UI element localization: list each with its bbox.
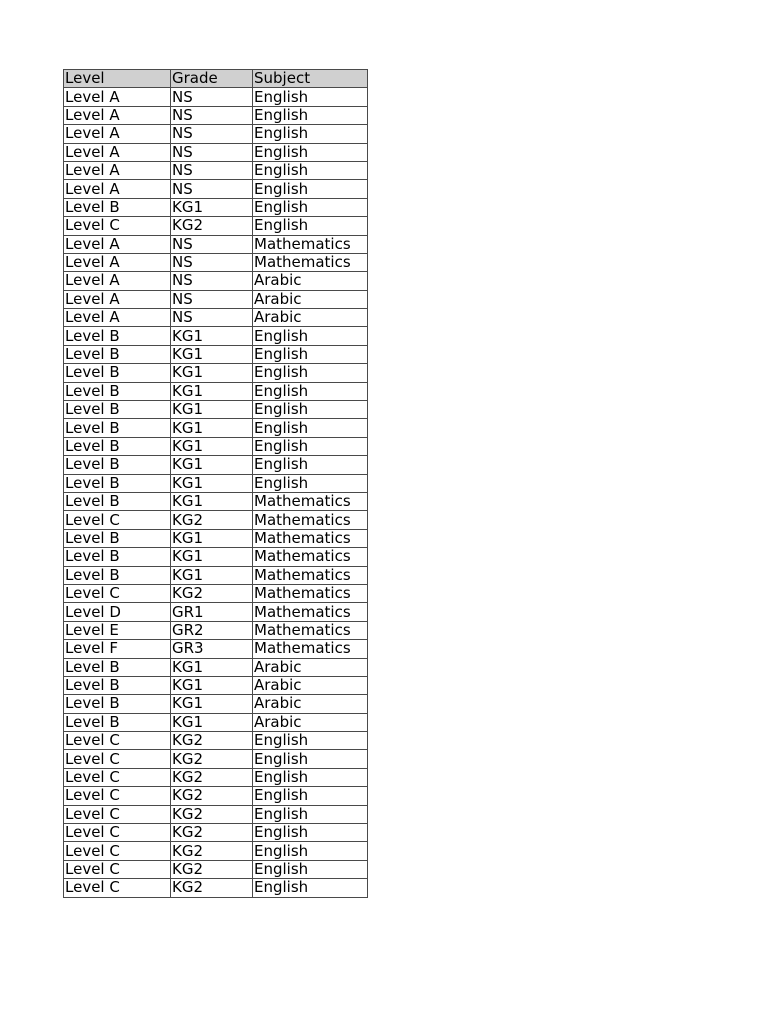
cell-subject: Mathematics bbox=[253, 235, 368, 253]
cell-grade: KG1 bbox=[171, 364, 253, 382]
cell-level: Level A bbox=[64, 309, 171, 327]
cell-subject: English bbox=[253, 879, 368, 897]
cell-level: Level C bbox=[64, 511, 171, 529]
cell-level: Level B bbox=[64, 676, 171, 694]
table-row bbox=[64, 860, 368, 878]
table-row bbox=[64, 474, 368, 492]
cell-level: Level B bbox=[64, 401, 171, 419]
cell-grade: KG2 bbox=[171, 750, 253, 768]
table-row bbox=[64, 180, 368, 198]
table-row bbox=[64, 879, 368, 897]
table-row bbox=[64, 217, 368, 235]
table-body bbox=[64, 88, 368, 897]
cell-grade: GR2 bbox=[171, 621, 253, 639]
table-row bbox=[64, 787, 368, 805]
cell-subject: Mathematics bbox=[253, 566, 368, 584]
cell-subject: Mathematics bbox=[253, 621, 368, 639]
cell-grade: KG2 bbox=[171, 879, 253, 897]
cell-grade: KG1 bbox=[171, 345, 253, 363]
cell-level: Level C bbox=[64, 879, 171, 897]
cell-subject: Arabic bbox=[253, 695, 368, 713]
table-row bbox=[64, 732, 368, 750]
cell-grade: KG1 bbox=[171, 401, 253, 419]
data-table bbox=[63, 69, 368, 898]
cell-grade: NS bbox=[171, 235, 253, 253]
cell-level: Level C bbox=[64, 584, 171, 602]
cell-subject: English bbox=[253, 732, 368, 750]
cell-subject: English bbox=[253, 217, 368, 235]
table-row bbox=[64, 842, 368, 860]
cell-subject: Mathematics bbox=[253, 529, 368, 547]
cell-subject: English bbox=[253, 860, 368, 878]
cell-subject: English bbox=[253, 382, 368, 400]
cell-grade: KG1 bbox=[171, 419, 253, 437]
cell-level: Level C bbox=[64, 750, 171, 768]
table-row bbox=[64, 511, 368, 529]
cell-grade: NS bbox=[171, 88, 253, 106]
cell-grade: KG1 bbox=[171, 658, 253, 676]
cell-subject: Arabic bbox=[253, 676, 368, 694]
cell-subject: English bbox=[253, 805, 368, 823]
cell-subject: English bbox=[253, 842, 368, 860]
cell-level: Level B bbox=[64, 345, 171, 363]
cell-grade: KG1 bbox=[171, 456, 253, 474]
cell-grade: KG1 bbox=[171, 492, 253, 510]
cell-grade: KG1 bbox=[171, 713, 253, 731]
cell-grade: KG1 bbox=[171, 695, 253, 713]
cell-level: Level B bbox=[64, 382, 171, 400]
table-row bbox=[64, 419, 368, 437]
cell-subject: Arabic bbox=[253, 272, 368, 290]
cell-grade: KG2 bbox=[171, 732, 253, 750]
table-row bbox=[64, 345, 368, 363]
table-row bbox=[64, 750, 368, 768]
table-row bbox=[64, 658, 368, 676]
cell-grade: GR1 bbox=[171, 603, 253, 621]
cell-subject: English bbox=[253, 125, 368, 143]
cell-level: Level C bbox=[64, 768, 171, 786]
cell-level: Level A bbox=[64, 272, 171, 290]
cell-grade: KG1 bbox=[171, 474, 253, 492]
cell-level: Level B bbox=[64, 198, 171, 216]
cell-subject: English bbox=[253, 750, 368, 768]
table-row bbox=[64, 125, 368, 143]
header-row bbox=[64, 70, 368, 88]
cell-subject: English bbox=[253, 787, 368, 805]
cell-grade: KG2 bbox=[171, 768, 253, 786]
table-row bbox=[64, 309, 368, 327]
cell-subject: Mathematics bbox=[253, 548, 368, 566]
cell-subject: English bbox=[253, 161, 368, 179]
cell-grade: KG1 bbox=[171, 382, 253, 400]
cell-grade: NS bbox=[171, 290, 253, 308]
table-row bbox=[64, 529, 368, 547]
cell-subject: English bbox=[253, 198, 368, 216]
table-row bbox=[64, 566, 368, 584]
cell-grade: NS bbox=[171, 125, 253, 143]
cell-grade: KG2 bbox=[171, 842, 253, 860]
cell-subject: Arabic bbox=[253, 658, 368, 676]
table-row bbox=[64, 713, 368, 731]
cell-level: Level A bbox=[64, 106, 171, 124]
cell-level: Level B bbox=[64, 529, 171, 547]
table-row bbox=[64, 235, 368, 253]
cell-subject: English bbox=[253, 401, 368, 419]
cell-subject: English bbox=[253, 106, 368, 124]
table-row bbox=[64, 492, 368, 510]
cell-level: Level A bbox=[64, 161, 171, 179]
cell-level: Level A bbox=[64, 143, 171, 161]
table-row bbox=[64, 198, 368, 216]
table-row bbox=[64, 290, 368, 308]
cell-subject: Mathematics bbox=[253, 511, 368, 529]
table-row bbox=[64, 272, 368, 290]
table-row bbox=[64, 695, 368, 713]
cell-level: Level A bbox=[64, 253, 171, 271]
table-header bbox=[64, 70, 368, 88]
cell-grade: NS bbox=[171, 106, 253, 124]
cell-subject: English bbox=[253, 437, 368, 455]
cell-level: Level B bbox=[64, 548, 171, 566]
cell-subject: English bbox=[253, 364, 368, 382]
table-row bbox=[64, 768, 368, 786]
cell-level: Level B bbox=[64, 364, 171, 382]
table-row bbox=[64, 327, 368, 345]
cell-level: Level A bbox=[64, 125, 171, 143]
cell-level: Level F bbox=[64, 640, 171, 658]
cell-subject: Mathematics bbox=[253, 253, 368, 271]
table-row bbox=[64, 824, 368, 842]
header-level: Level bbox=[64, 70, 171, 88]
cell-level: Level B bbox=[64, 658, 171, 676]
cell-grade: NS bbox=[171, 253, 253, 271]
table-row bbox=[64, 584, 368, 602]
header-grade: Grade bbox=[171, 70, 253, 88]
cell-level: Level B bbox=[64, 327, 171, 345]
cell-level: Level A bbox=[64, 290, 171, 308]
cell-grade: KG1 bbox=[171, 548, 253, 566]
cell-level: Level E bbox=[64, 621, 171, 639]
cell-subject: English bbox=[253, 419, 368, 437]
cell-subject: English bbox=[253, 456, 368, 474]
cell-grade: NS bbox=[171, 143, 253, 161]
cell-grade: NS bbox=[171, 309, 253, 327]
cell-grade: KG1 bbox=[171, 437, 253, 455]
table-row bbox=[64, 603, 368, 621]
cell-level: Level C bbox=[64, 787, 171, 805]
cell-subject: English bbox=[253, 824, 368, 842]
cell-level: Level C bbox=[64, 217, 171, 235]
cell-level: Level C bbox=[64, 860, 171, 878]
cell-level: Level C bbox=[64, 732, 171, 750]
table-row bbox=[64, 548, 368, 566]
cell-level: Level B bbox=[64, 492, 171, 510]
table-row bbox=[64, 382, 368, 400]
cell-level: Level C bbox=[64, 824, 171, 842]
cell-subject: Arabic bbox=[253, 713, 368, 731]
cell-level: Level C bbox=[64, 842, 171, 860]
cell-subject: English bbox=[253, 180, 368, 198]
table-row bbox=[64, 456, 368, 474]
cell-level: Level B bbox=[64, 695, 171, 713]
table-row bbox=[64, 621, 368, 639]
cell-level: Level C bbox=[64, 805, 171, 823]
table-row bbox=[64, 253, 368, 271]
cell-subject: English bbox=[253, 474, 368, 492]
cell-level: Level A bbox=[64, 88, 171, 106]
cell-grade: KG1 bbox=[171, 198, 253, 216]
cell-level: Level B bbox=[64, 437, 171, 455]
cell-level: Level B bbox=[64, 566, 171, 584]
table-row bbox=[64, 106, 368, 124]
cell-grade: KG1 bbox=[171, 529, 253, 547]
cell-level: Level B bbox=[64, 474, 171, 492]
cell-subject: Mathematics bbox=[253, 640, 368, 658]
header-subject: Subject bbox=[253, 70, 368, 88]
table-row bbox=[64, 364, 368, 382]
cell-level: Level B bbox=[64, 419, 171, 437]
cell-subject: Arabic bbox=[253, 309, 368, 327]
cell-grade: KG1 bbox=[171, 327, 253, 345]
cell-subject: English bbox=[253, 345, 368, 363]
cell-grade: KG2 bbox=[171, 511, 253, 529]
cell-grade: KG2 bbox=[171, 217, 253, 235]
cell-level: Level D bbox=[64, 603, 171, 621]
cell-grade: NS bbox=[171, 161, 253, 179]
cell-subject: Mathematics bbox=[253, 584, 368, 602]
table-row bbox=[64, 676, 368, 694]
table-row bbox=[64, 88, 368, 106]
cell-grade: KG2 bbox=[171, 787, 253, 805]
cell-subject: English bbox=[253, 768, 368, 786]
table-row bbox=[64, 805, 368, 823]
table-row bbox=[64, 143, 368, 161]
cell-grade: KG2 bbox=[171, 824, 253, 842]
cell-level: Level B bbox=[64, 456, 171, 474]
cell-subject: English bbox=[253, 143, 368, 161]
cell-grade: KG2 bbox=[171, 584, 253, 602]
table-row bbox=[64, 437, 368, 455]
table-row bbox=[64, 640, 368, 658]
cell-grade: NS bbox=[171, 180, 253, 198]
cell-grade: KG1 bbox=[171, 676, 253, 694]
cell-subject: Mathematics bbox=[253, 603, 368, 621]
cell-grade: GR3 bbox=[171, 640, 253, 658]
cell-grade: KG2 bbox=[171, 860, 253, 878]
cell-level: Level A bbox=[64, 235, 171, 253]
table-row bbox=[64, 161, 368, 179]
cell-subject: Mathematics bbox=[253, 492, 368, 510]
cell-level: Level B bbox=[64, 713, 171, 731]
cell-subject: English bbox=[253, 88, 368, 106]
cell-subject: English bbox=[253, 327, 368, 345]
cell-grade: KG1 bbox=[171, 566, 253, 584]
cell-grade: NS bbox=[171, 272, 253, 290]
cell-level: Level A bbox=[64, 180, 171, 198]
table-row bbox=[64, 401, 368, 419]
cell-grade: KG2 bbox=[171, 805, 253, 823]
cell-subject: Arabic bbox=[253, 290, 368, 308]
